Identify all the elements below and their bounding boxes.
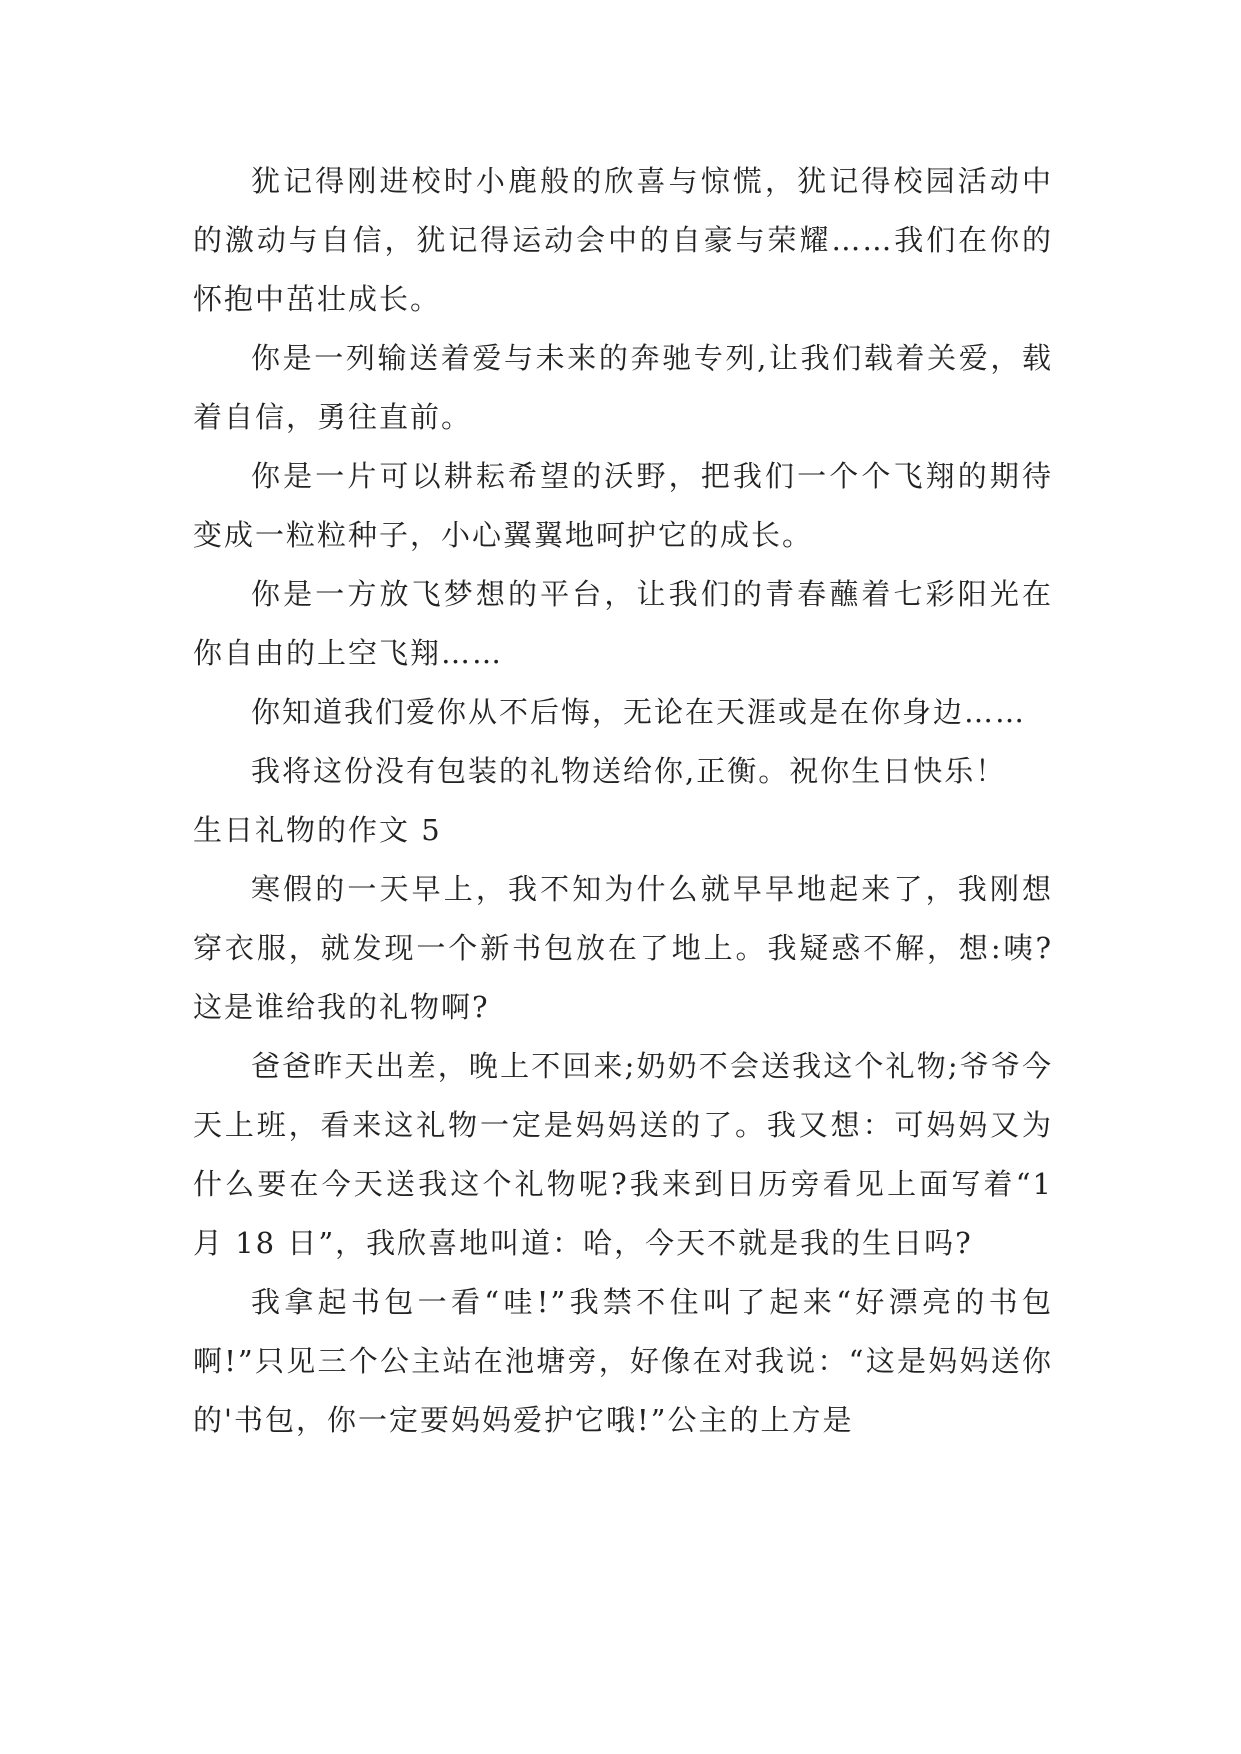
paragraph: 你是一片可以耕耘希望的沃野，把我们一个个飞翔的期待变成一粒粒种子，小心翼翼地呵护它的成长。	[193, 459, 1053, 552]
paragraph: 我拿起书包一看“哇!”我禁不住叫了起来“好漂亮的书包啊!”只见三个公主站在池塘旁，好像在对我说：“这是妈妈送你的'书包，你一定要妈妈爱护它哦!”公主的上方是	[193, 1285, 1053, 1437]
document-body	[193, 152, 1053, 1450]
paragraph: 你是一方放飞梦想的平台，让我们的青春蘸着七彩阳光在你自由的上空飞翔……	[193, 577, 1053, 670]
paragraph: 你知道我们爱你从不后悔，无论在天涯或是在你身边……	[251, 695, 1027, 729]
paragraph: 寒假的一天早上，我不知为什么就早早地起来了，我刚想穿衣服，就发现一个新书包放在了地上。我疑惑不解，想:咦?这是谁给我的礼物啊?	[193, 872, 1053, 1024]
paragraph: 犹记得刚进校时小鹿般的欣喜与惊慌，犹记得校园活动中的激动与自信，犹记得运动会中的自豪与荣耀……我们在你的怀抱中茁壮成长。	[193, 164, 1053, 316]
paragraph: 我将这份没有包装的礼物送给你,正衡。祝你生日快乐！	[251, 754, 1007, 788]
paragraph: 你是一列输送着爱与未来的奔驰专列,让我们载着关爱，载着自信，勇往直前。	[193, 341, 1053, 434]
section-heading: 生日礼物的作文 5	[193, 813, 442, 847]
paragraph: 爸爸昨天出差，晚上不回来;奶奶不会送我这个礼物;爷爷今天上班，看来这礼物一定是妈妈送的了。我又想：可妈妈又为什么要在今天送我这个礼物呢?我来到日历旁看见上面写着“1 月 18 日”，我欣喜地叫道：哈，今天不就是我的生日吗?	[193, 1049, 1053, 1260]
